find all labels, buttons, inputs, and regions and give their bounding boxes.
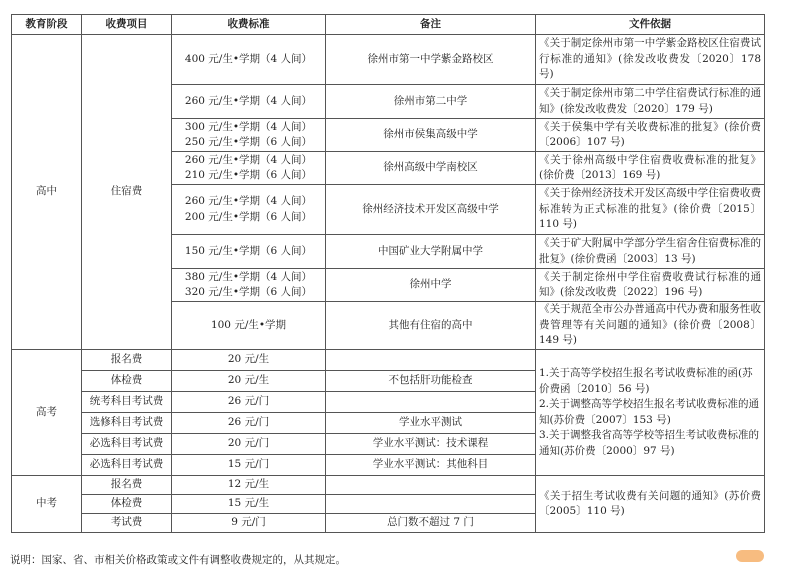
remark-cell: 徐州市第二中学 [326,85,536,119]
stage-cell-zhongkao: 中考 [12,476,82,533]
standard-cell: 100 元/生•学期 [172,302,326,350]
basis-cell: 《关于徐州高级中学住宿费收费标准的批复》(徐价费〔2013〕169 号) [536,152,765,185]
basis-cell: 《关于制定徐州中学住宿费收费试行标准的通知》(徐发改收费〔2022〕196 号) [536,269,765,302]
basis-cell: 《关于制定徐州市第一中学紫金路校区住宿费试行标准的通知》(徐发改收费发〔2020〕178 号) [536,35,765,85]
remark-cell [326,476,536,495]
remark-cell: 学业水平测试：其他科目 [326,455,536,476]
item-cell-accommodation: 住宿费 [82,35,172,350]
standard-cell: 12 元/生 [172,476,326,495]
remark-cell: 总门数不超过 7 门 [326,514,536,533]
standard-cell: 300 元/生•学期（4 人间） 250 元/生•学期（6 人间） [172,119,326,152]
standard-cell: 260 元/生•学期（4 人间） 210 元/生•学期（6 人间） [172,152,326,185]
basis-cell: 《关于矿大附属中学部分学生宿舍住宿费标准的批复》(徐价费函〔2003〕13 号) [536,235,765,269]
remark-cell [326,495,536,514]
stage-cell-high-school: 高中 [12,35,82,350]
remark-cell: 不包括肝功能检查 [326,371,536,392]
item-cell: 体检费 [82,495,172,514]
table-row [12,350,765,371]
footnote: 说明：国家、省、市相关价格政策或文件有调整收费规定的，从其规定。 [10,554,346,566]
remark-cell [326,350,536,371]
header-row [12,15,765,35]
standard-cell: 26 元/门 [172,392,326,413]
remark-cell: 学业水平测试：技术课程 [326,434,536,455]
basis-cell: 《关于规范全市公办普通高中代办费和服务性收费管理等有关问题的通知》(徐价费〔2008〕149 号) [536,302,765,350]
header-basis: 文件依据 [536,15,765,35]
item-cell: 必选科目考试费 [82,455,172,476]
standard-cell: 15 元/门 [172,455,326,476]
standard-cell: 20 元/生 [172,371,326,392]
basis-cell: 《关于侯集中学有关收费标准的批复》(徐价费〔2006〕107 号) [536,119,765,152]
standard-cell: 20 元/门 [172,434,326,455]
basis-cell-zhongkao: 《关于招生考试收费有关问题的通知》(苏价费〔2005〕110 号) [536,476,765,533]
item-cell: 选修科目考试费 [82,413,172,434]
standard-cell: 400 元/生•学期（4 人间） [172,35,326,85]
fee-table [11,14,765,533]
stage-cell-gaokao: 高考 [12,350,82,476]
remark-cell: 徐州市侯集高级中学 [326,119,536,152]
header-item: 收费项目 [82,15,172,35]
stamp-mark [736,550,764,562]
remark-cell: 其他有住宿的高中 [326,302,536,350]
item-cell: 必选科目考试费 [82,434,172,455]
basis-cell: 《关于制定徐州市第二中学住宿费试行标准的通知》(徐发改收费发〔2020〕179 号) [536,85,765,119]
standard-cell: 15 元/生 [172,495,326,514]
remark-cell: 徐州市第一中学紫金路校区 [326,35,536,85]
basis-cell-gaokao: 1.关于高等学校招生报名考试收费标准的函(苏价费函〔2010〕56 号) 2.关于调整高等学校招生报名考试收费标准的通知(苏价费〔2007〕153 号) 3.关于调整我省高等学校等招生考试收费标准的通知(苏价费〔2000〕97 号) [536,350,765,476]
header-stage: 教育阶段 [12,15,82,35]
standard-cell: 9 元/门 [172,514,326,533]
standard-cell: 26 元/门 [172,413,326,434]
remark-cell: 徐州高级中学南校区 [326,152,536,185]
item-cell: 体检费 [82,371,172,392]
item-cell: 统考科目考试费 [82,392,172,413]
standard-cell: 380 元/生•学期（4 人间） 320 元/生•学期（6 人间） [172,269,326,302]
table-row [12,35,765,85]
remark-cell [326,392,536,413]
standard-cell: 260 元/生•学期（4 人间） 200 元/生•学期（6 人间） [172,185,326,235]
remark-cell: 徐州经济技术开发区高级中学 [326,185,536,235]
remark-cell: 中国矿业大学附属中学 [326,235,536,269]
table-row [12,476,765,495]
standard-cell: 260 元/生•学期（4 人间） [172,85,326,119]
header-remark: 备注 [326,15,536,35]
standard-cell: 20 元/生 [172,350,326,371]
header-standard: 收费标准 [172,15,326,35]
item-cell: 考试费 [82,514,172,533]
basis-cell: 《关于徐州经济技术开发区高级中学住宿费收费标准转为正式标准的批复》(徐价费〔2015〕110 号) [536,185,765,235]
item-cell: 报名费 [82,476,172,495]
remark-cell: 学业水平测试 [326,413,536,434]
standard-cell: 150 元/生•学期（6 人间） [172,235,326,269]
item-cell: 报名费 [82,350,172,371]
remark-cell: 徐州中学 [326,269,536,302]
